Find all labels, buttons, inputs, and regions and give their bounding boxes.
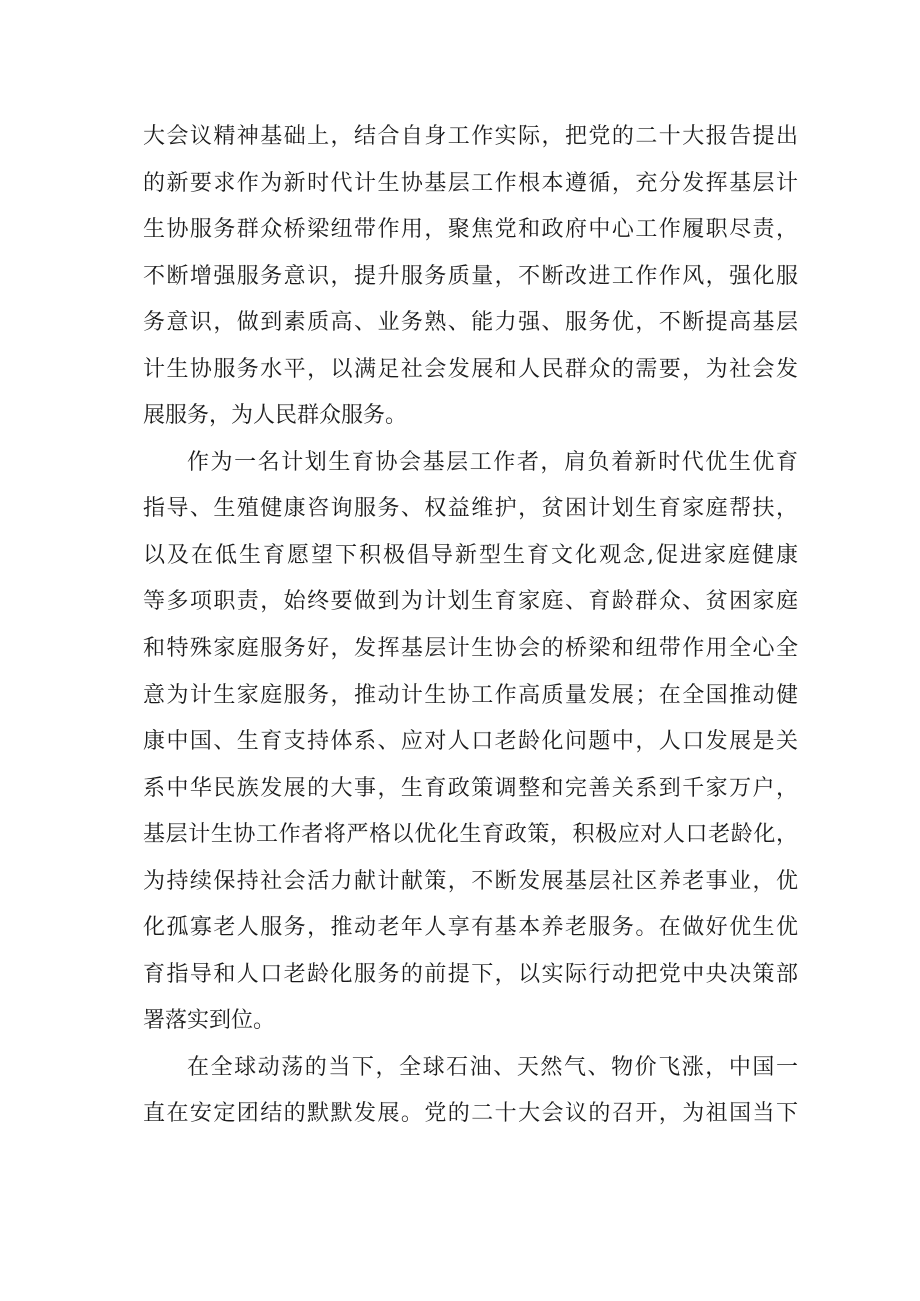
paragraph-1 [143, 114, 798, 440]
text-line: 等多项职责，始终要做到为计划生育家庭、育龄群众、贫困家庭 [143, 589, 798, 615]
text-line: 以及在低生育愿望下积极倡导新型生育文化观念,促进家庭健康 [143, 542, 798, 568]
text-line: 康中国、生育支持体系、应对人口老龄化问题中，人口发展是关 [143, 729, 798, 755]
text-line: 育指导和人口老龄化服务的前提下，以实际行动把党中央决策部 [143, 961, 798, 987]
text-line: 意为计生家庭服务，推动计生协工作高质量发展；在全国推动健 [143, 682, 798, 708]
text-line: 系中华民族发展的大事，生育政策调整和完善关系到千家万户， [143, 775, 798, 801]
text-line: 展服务，为人民群众服务。 [143, 403, 408, 429]
text-line: 的新要求作为新时代计生协基层工作根本遵循，充分发挥基层计 [143, 170, 798, 196]
text-line: 指导、生殖健康咨询服务、权益维护，贫困计划生育家庭帮扶， [143, 496, 798, 522]
text-line: 化孤寡老人服务，推动老年人享有基本养老服务。在做好优生优 [143, 915, 798, 941]
text-line: 计生协服务水平，以满足社会发展和人民群众的需要，为社会发 [143, 356, 798, 382]
text-line: 为持续保持社会活力献计献策，不断发展基层社区养老事业，优 [143, 868, 798, 894]
text-line: 大会议精神基础上，结合自身工作实际，把党的二十大报告提出 [143, 124, 798, 149]
text-line: 基层计生协工作者将严格以优化生育政策，积极应对人口老龄化， [143, 822, 798, 848]
text-line: 生协服务群众桥梁纽带作用，聚焦党和政府中心工作履职尽责， [143, 217, 798, 243]
document-body [143, 114, 798, 1138]
text-line: 务意识，做到素质高、业务熟、能力强、服务优，不断提高基层 [143, 310, 798, 336]
text-line: 署落实到位。 [143, 1008, 276, 1034]
text-line: 在全球动荡的当下，全球石油、天然气、物价飞涨，中国一 [187, 1054, 798, 1080]
text-line: 不断增强服务意识，提升服务质量，不断改进工作作风，强化服 [143, 263, 798, 289]
paragraph-2 [143, 440, 798, 1045]
paragraph-3 [143, 1045, 798, 1138]
text-line: 作为一名计划生育协会基层工作者，肩负着新时代优生优育 [187, 449, 798, 475]
text-line: 和特殊家庭服务好，发挥基层计生协会的桥梁和纽带作用全心全 [143, 636, 798, 662]
text-line: 直在安定团结的默默发展。党的二十大会议的召开，为祖国当下 [143, 1101, 798, 1127]
